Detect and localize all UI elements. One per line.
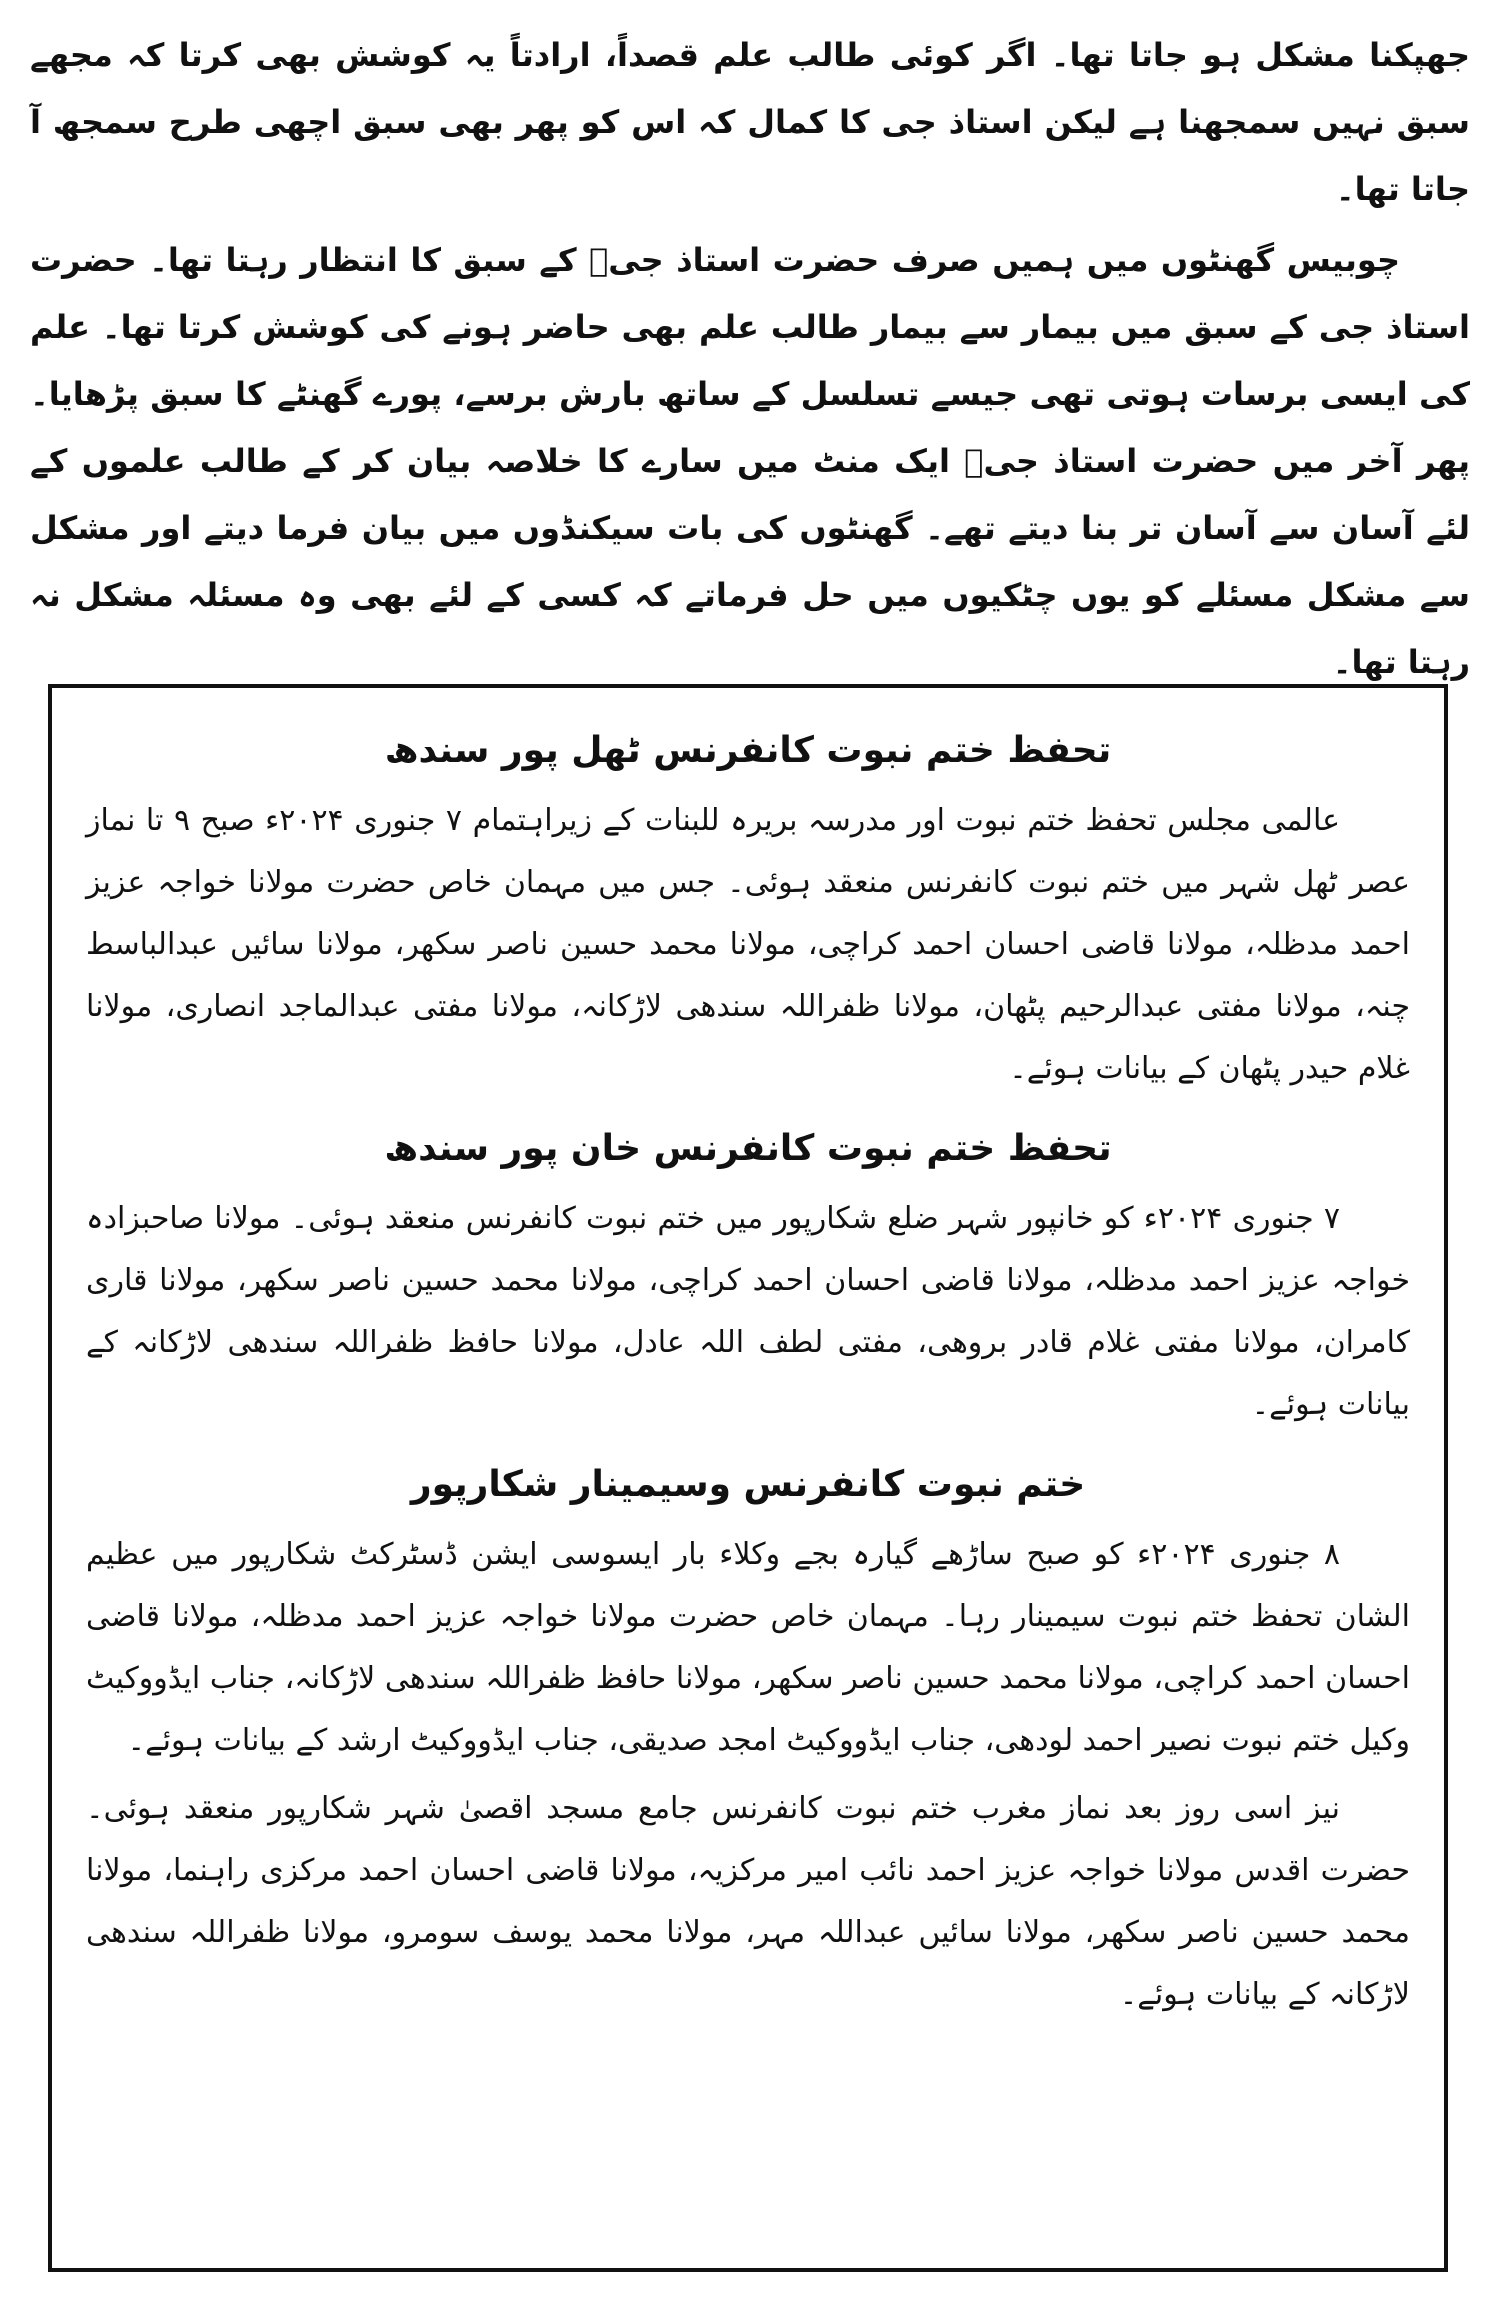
intro-section <box>30 22 1470 681</box>
news-paragraph: ۷ جنوری ۲۰۲۴ء کو خانپور شہر ضلع شکارپور میں ختم نبوت کانفرنس منعقد ہوئی۔ مولانا صاحبزادہ خواجہ عزیز احمد مدظلہ، مولانا قاضی احسان احمد کراچی، مولانا محمد حسین ناصر سکھر، مولانا قاری کامران، مولانا مفتی غلام قادر بروھی، مفتی لطف اللہ عادل، مولانا حافظ ظفراللہ سندھی لاڑکانہ کے بیانات ہوئے۔ <box>86 1201 1410 1422</box>
news-title: تحفظ ختم نبوت کانفرنس خان پور سندھ <box>384 1128 1112 1169</box>
news-paragraph: ۸ جنوری ۲۰۲۴ء کو صبح ساڑھے گیارہ بجے وکلاء بار ایسوسی ایشن ڈسٹرکٹ شکارپور میں عظیم الشان تحفظ ختم نبوت سیمینار رہا۔ مہمان خاص حضرت مولانا خواجہ عزیز احمد مدظلہ، مولانا قاضی احسان احمد کراچی، مولانا محمد حسین ناصر سکھر، مولانا حافظ ظفراللہ سندھی لاڑکانہ، جناب ایڈووکیٹ وکیل ختم نبوت نصیر احمد لودھی، جناب ایڈووکیٹ امجد صدیقی، جناب ایڈووکیٹ ارشد کے بیانات ہوئے۔ <box>86 1537 1410 1758</box>
news-paragraph: نیز اسی روز بعد نماز مغرب ختم نبوت کانفرنس جامع مسجد اقصیٰ شہر شکارپور منعقد ہوئی۔ حضرت اقدس مولانا خواجہ عزیز احمد نائب امیر مرکزیہ، مولانا قاضی احسان احمد مرکزی راہنما، مولانا محمد حسین ناصر سکھر، مولانا سائیں عبداللہ مہر، مولانا محمد یوسف سومرو، مولانا ظفراللہ سندھی لاڑکانہ کے بیانات ہوئے۔ <box>86 1791 1410 2012</box>
news-item-khanpur <box>86 1118 1410 1436</box>
document-page <box>30 22 1470 2278</box>
news-paragraph: عالمی مجلس تحفظ ختم نبوت اور مدرسہ بریرہ للبنات کے زیراہتمام ۷ جنوری ۲۰۲۴ء صبح ۹ تا نماز عصر ٹھل شہر میں ختم نبوت کانفرنس منعقد ہوئی۔ جس میں مہمان خاص حضرت مولانا خواجہ عزیز احمد مدظلہ، مولانا قاضی احسان احمد کراچی، مولانا محمد حسین ناصر سکھر، مولانا سائیں عبدالباسط چنہ، مولانا مفتی عبدالرحیم پٹھان، مولانا ظفراللہ سندھی لاڑکانہ، مولانا مفتی عبدالماجد انصاری، مولانا غلام حیدر پٹھان کے بیانات ہوئے۔ <box>86 803 1410 1086</box>
news-item-thul <box>86 720 1410 1100</box>
news-item-shikarpur <box>86 1454 1410 2026</box>
news-title: تحفظ ختم نبوت کانفرنس ٹھل پور سندھ <box>384 730 1112 771</box>
intro-paragraph: جھپکنا مشکل ہو جاتا تھا۔ اگر کوئی طالب علم قصداً، ارادتاً یہ کوشش بھی کرتا کہ مجھے سبق نہیں سمجھنا ہے لیکن استاذ جی کا کمال کہ اس کو پھر بھی سبق اچھی طرح سمجھ آ جاتا تھا۔ <box>30 36 1470 208</box>
intro-paragraph: چوبیس گھنٹوں میں ہمیں صرف حضرت استاذ جیؒ کے سبق کا انتظار رہتا تھا۔ حضرت استاذ جی کے سبق میں بیمار سے بیمار طالب علم بھی حاضر ہونے کی کوشش کرتا تھا۔ علم کی ایسی برسات ہوتی تھی جیسے تسلسل کے ساتھ بارش برسے، پورے گھنٹے کا سبق پڑھایا۔ پھر آخر میں حضرت استاذ جیؒ ایک منٹ میں سارے کا خلاصہ بیان کر کے طالب علموں کے لئے آسان سے آسان تر بنا دیتے تھے۔ گھنٹوں کی بات سیکنڈوں میں بیان فرما دیتے اور مشکل سے مشکل مسئلے کو یوں چٹکیوں میں حل فرماتے کہ کسی کے لئے بھی وہ مسئلہ مشکل نہ رہتا تھا۔ <box>30 241 1470 681</box>
news-box <box>48 684 1448 2272</box>
news-title: ختم نبوت کانفرنس وسیمینار شکارپور <box>410 1464 1086 1505</box>
